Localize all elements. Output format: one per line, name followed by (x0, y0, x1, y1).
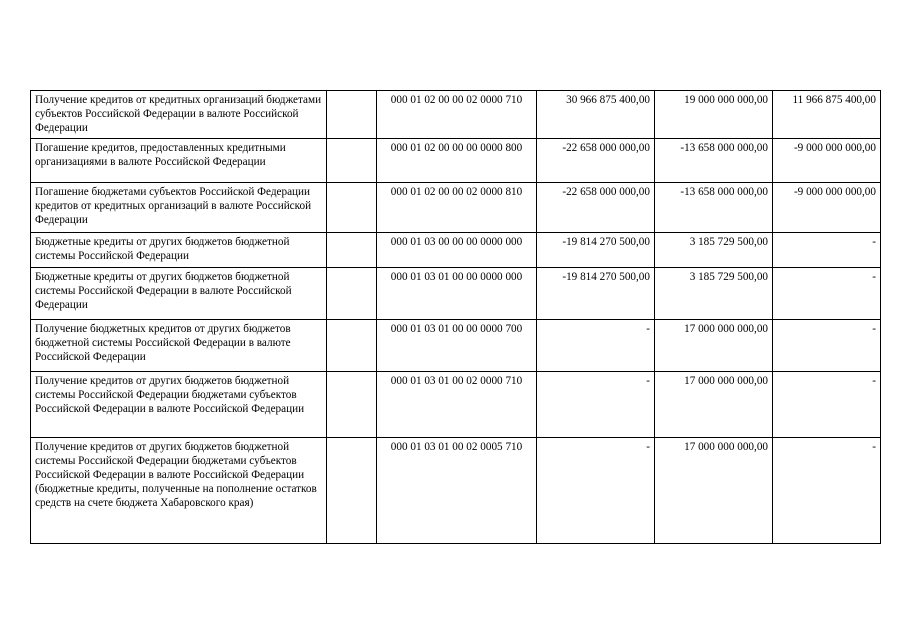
row-value-3-cell: - (773, 320, 881, 372)
row-value-1-cell: -19 814 270 500,00 (537, 268, 655, 320)
row-name-cell: Погашение кредитов, предоставленных кредитными организациями в валюте Российской Федерации (31, 139, 327, 183)
row-value-1-cell: -22 658 000 000,00 (537, 183, 655, 233)
row-name-cell: Погашение бюджетами субъектов Российской Федерации кредитов от кредитных организаций в валюте Российской Федерации (31, 183, 327, 233)
row-name-cell: Получение кредитов от кредитных организаций бюджетами субъектов Российской Федерации в валюте Российской Федерации (31, 91, 327, 139)
row-name-cell: Получение кредитов от других бюджетов бюджетной системы Российской Федерации бюджетами субъектов Российской Федерации в валюте Российской Федерации (бюджетные кредиты, полученные на пополнение остатков средств на счете бюджета Хабаровского края) (31, 438, 327, 544)
row-value-3-cell: -9 000 000 000,00 (773, 139, 881, 183)
row-value-3-cell: 11 966 875 400,00 (773, 91, 881, 139)
empty-cell (327, 183, 377, 233)
row-value-3-cell: - (773, 372, 881, 438)
row-code-cell: 000 01 03 01 00 00 0000 000 (377, 268, 537, 320)
empty-cell (327, 320, 377, 372)
row-code-cell: 000 01 02 00 00 02 0000 710 (377, 91, 537, 139)
row-value-3-cell: - (773, 233, 881, 268)
empty-cell (327, 438, 377, 544)
row-value-1-cell: -22 658 000 000,00 (537, 139, 655, 183)
empty-cell (327, 372, 377, 438)
row-value-1-cell: - (537, 372, 655, 438)
row-code-cell: 000 01 02 00 00 02 0000 810 (377, 183, 537, 233)
row-code-cell: 000 01 03 01 00 02 0000 710 (377, 372, 537, 438)
row-value-2-cell: 17 000 000 000,00 (655, 320, 773, 372)
row-code-cell: 000 01 03 01 00 00 0000 700 (377, 320, 537, 372)
row-value-2-cell: 17 000 000 000,00 (655, 438, 773, 544)
empty-cell (327, 139, 377, 183)
table-row (31, 139, 881, 183)
empty-cell (327, 233, 377, 268)
empty-cell (327, 268, 377, 320)
row-value-2-cell: 3 185 729 500,00 (655, 233, 773, 268)
row-name-cell: Получение кредитов от других бюджетов бюджетной системы Российской Федерации бюджетами субъектов Российской Федерации в валюте Российской Федерации (31, 372, 327, 438)
row-value-2-cell: 19 000 000 000,00 (655, 91, 773, 139)
row-value-3-cell: -9 000 000 000,00 (773, 183, 881, 233)
table-row (31, 91, 881, 139)
empty-cell (327, 91, 377, 139)
table-row (31, 183, 881, 233)
row-value-1-cell: -19 814 270 500,00 (537, 233, 655, 268)
row-value-1-cell: - (537, 320, 655, 372)
table-row (31, 372, 881, 438)
row-code-cell: 000 01 03 01 00 02 0005 710 (377, 438, 537, 544)
table-row (31, 438, 881, 544)
row-value-3-cell: - (773, 438, 881, 544)
table-row (31, 320, 881, 372)
row-value-1-cell: - (537, 438, 655, 544)
row-value-2-cell: 17 000 000 000,00 (655, 372, 773, 438)
row-value-2-cell: -13 658 000 000,00 (655, 139, 773, 183)
row-name-cell: Получение бюджетных кредитов от других бюджетов бюджетной системы Российской Федерации в валюте Российской Федерации (31, 320, 327, 372)
table-row (31, 233, 881, 268)
row-name-cell: Бюджетные кредиты от других бюджетов бюджетной системы Российской Федерации в валюте Российской Федерации (31, 268, 327, 320)
row-value-2-cell: -13 658 000 000,00 (655, 183, 773, 233)
row-value-1-cell: 30 966 875 400,00 (537, 91, 655, 139)
row-value-3-cell: - (773, 268, 881, 320)
row-code-cell: 000 01 02 00 00 00 0000 800 (377, 139, 537, 183)
table-row (31, 268, 881, 320)
budget-sources-table (30, 90, 881, 544)
row-code-cell: 000 01 03 00 00 00 0000 000 (377, 233, 537, 268)
row-name-cell: Бюджетные кредиты от других бюджетов бюджетной системы Российской Федерации (31, 233, 327, 268)
row-value-2-cell: 3 185 729 500,00 (655, 268, 773, 320)
